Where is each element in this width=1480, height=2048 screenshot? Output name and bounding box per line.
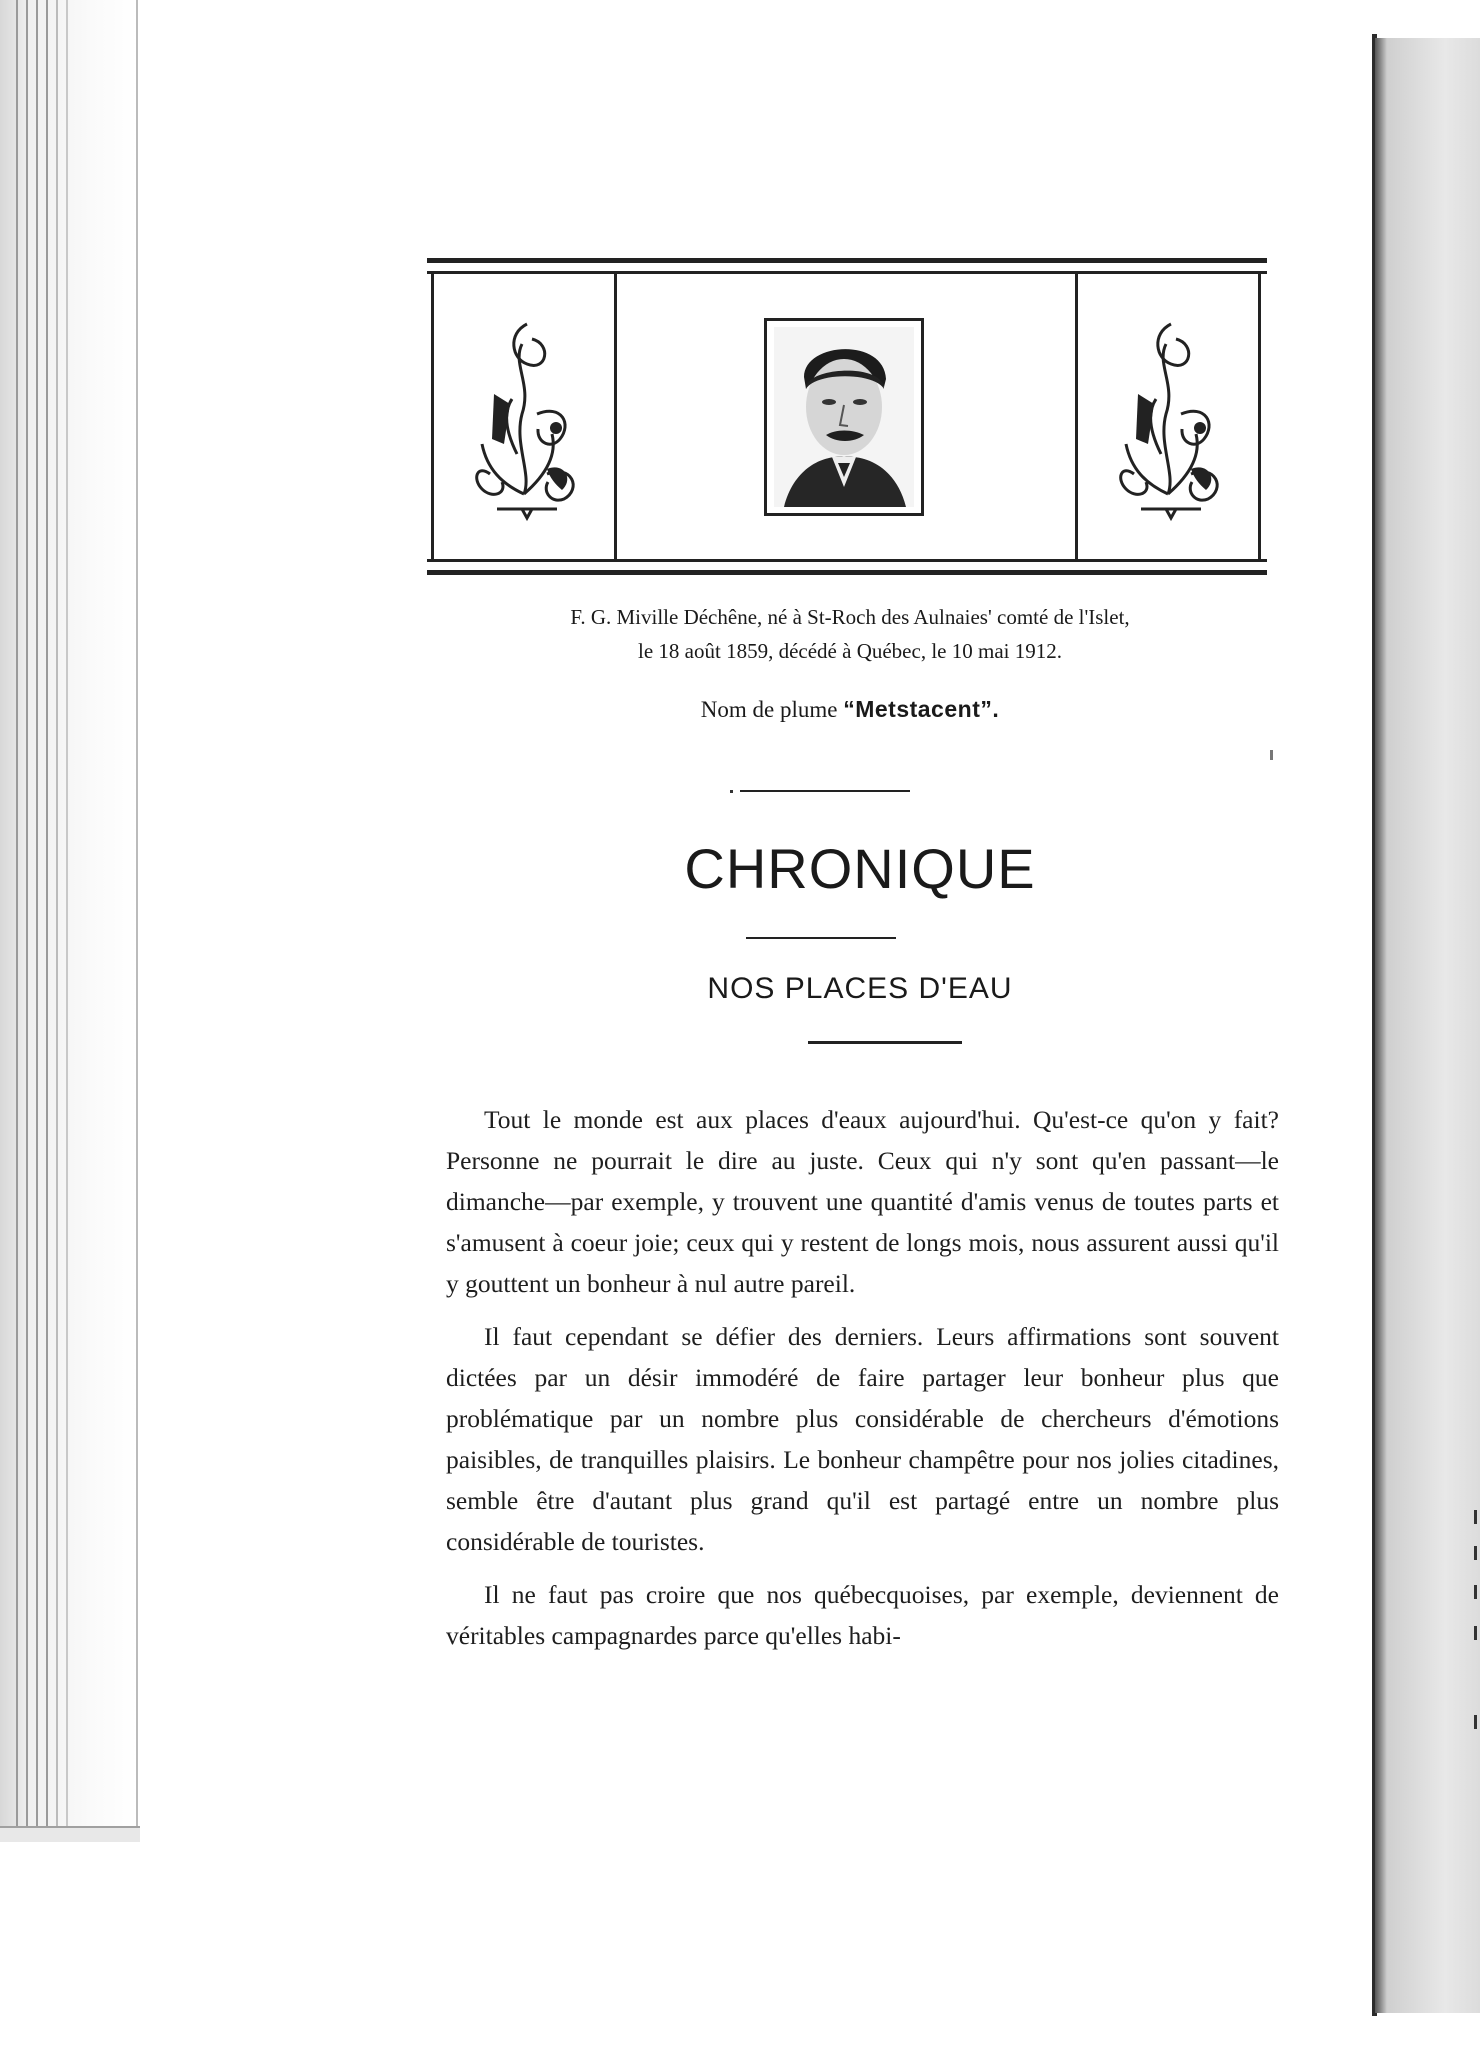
page-stack-edge (0, 0, 150, 2048)
portrait-image (773, 327, 915, 507)
rule-dot (730, 790, 733, 793)
right-ornament-panel (1075, 274, 1261, 559)
flower-ornament-icon (1096, 304, 1246, 534)
margin-mark (1270, 750, 1273, 760)
rule-below-subtitle (808, 1041, 962, 1044)
page-stack-bottom (0, 1826, 140, 1842)
paragraph: Tout le monde est aux places d'eaux aujourd'hui. Qu'est-ce qu'on y fait? Personne ne pourrait le dire au juste. Ceux qui n'y sont qu'en passant—le dimanche—par exemple, y trouvent une quantité d'amis venus de toutes parts et s'amusent à coeur joie; ceux qui y restent de longs mois, nous assurent aussi qu'il y gouttent un bonheur à nul autre pareil. (446, 1105, 1279, 1298)
margin-mark (1474, 1546, 1477, 1560)
margin-mark (1474, 1626, 1477, 1640)
margin-mark (1474, 1585, 1477, 1599)
rule-above-title (740, 790, 910, 792)
portrait-frame (764, 318, 924, 516)
article-body (446, 1099, 1279, 1668)
paragraph: Il ne faut pas croire que nos québecquoises, par exemple, deviennent de véritables campagnardes parce qu'elles habi- (446, 1580, 1279, 1650)
page-title: CHRONIQUE (684, 837, 1036, 900)
rule-below-title (746, 937, 896, 939)
margin-mark (1474, 1510, 1477, 1524)
facing-page-edge (1375, 38, 1480, 2013)
header-frame (427, 258, 1267, 575)
caption-line-2: le 18 août 1859, décédé à Québec, le 10 mai 1912. (638, 639, 1062, 663)
pen-name-line (420, 692, 1280, 727)
margin-mark (1474, 1715, 1477, 1729)
paragraph: Il faut cependant se défier des derniers. Leurs affirmations sont souvent dictées par un désir immodéré de faire partager leur bonheur plus que problématique par un nombre plus considérable de chercheurs d'émotions paisibles, de tranquilles plaisirs. Le bonheur champêtre pour nos jolies citadines, semble être d'autant plus grand qu'il est partagé entre un nombre plus considérable de touristes. (446, 1322, 1279, 1556)
left-ornament-panel (431, 274, 617, 559)
caption-line-1: F. G. Miville Déchêne, né à St-Roch des Aulnaies' comté de l'Islet, (570, 605, 1130, 629)
page-subtitle: NOS PLACES D'EAU (707, 972, 1013, 1005)
pen-name: “Metstacent”. (843, 696, 1000, 722)
pen-name-prefix: Nom de plume (700, 697, 844, 722)
flower-ornament-icon (452, 304, 602, 534)
